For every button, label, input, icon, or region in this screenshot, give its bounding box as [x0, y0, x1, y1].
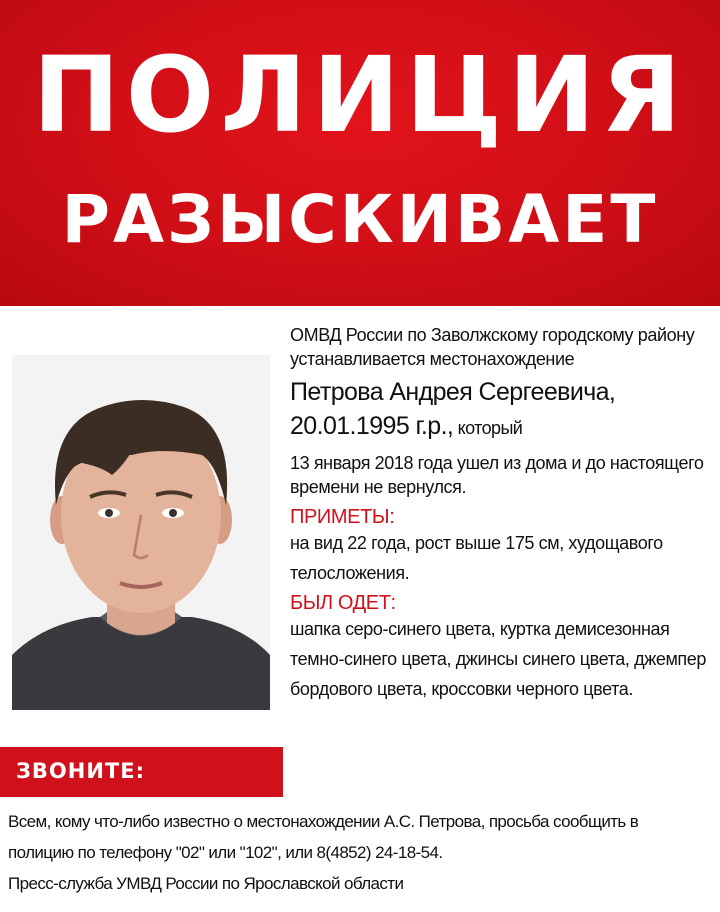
birth-date: 20.01.1995 г.р., [290, 412, 454, 440]
event-line-1: 13 января 2018 года ушел из дома и до настоящего [290, 453, 704, 473]
clothes-line-1: шапка серо-синего цвета, куртка демисезонная [290, 619, 670, 639]
clothes-heading: БЫЛ ОДЕТ: [290, 592, 396, 614]
signs-heading: ПРИМЕТЫ: [290, 506, 395, 528]
banner-title: ПОЛИЦИЯ [32, 34, 688, 156]
birth-date-line [290, 409, 715, 445]
header-banner [0, 0, 720, 306]
person-name: Петрова Андрея Сергеевича, [290, 378, 616, 406]
birth-date-suffix: который [453, 418, 523, 438]
missing-person-photo [12, 355, 270, 710]
signs-line-2: телосложения. [290, 563, 410, 583]
footer-text [8, 806, 714, 899]
clothes-line-2: темно-синего цвета, джинсы синего цвета, джемпер [290, 649, 706, 669]
call-banner [0, 747, 283, 797]
banner-subtitle: РАЗЫСКИВАЕТ [61, 181, 659, 258]
wanted-info [290, 323, 715, 701]
footer-line-2: полицию по телефону "02" или "102", или 8(4852) 24-18-54. [8, 843, 443, 862]
department-line: ОМВД России по Заволжскому городскому району [290, 325, 695, 345]
signs-line-1: на вид 22 года, рост выше 175 см, худощавого [290, 533, 663, 553]
footer-line-1: Всем, кому что-либо известно о местонахождении А.С. Петрова, просьба сообщить в [8, 812, 639, 831]
call-label: ЗВОНИТЕ: [16, 759, 145, 783]
portrait-illustration [12, 355, 270, 710]
event-line-2: времени не вернулся. [290, 477, 467, 497]
clothes-line-3: бордового цвета, кроссовки черного цвета. [290, 679, 633, 699]
footer-line-3: Пресс-служба УМВД России по Ярославской области [8, 874, 404, 893]
search-line: устанавливается местонахождение [290, 349, 575, 369]
